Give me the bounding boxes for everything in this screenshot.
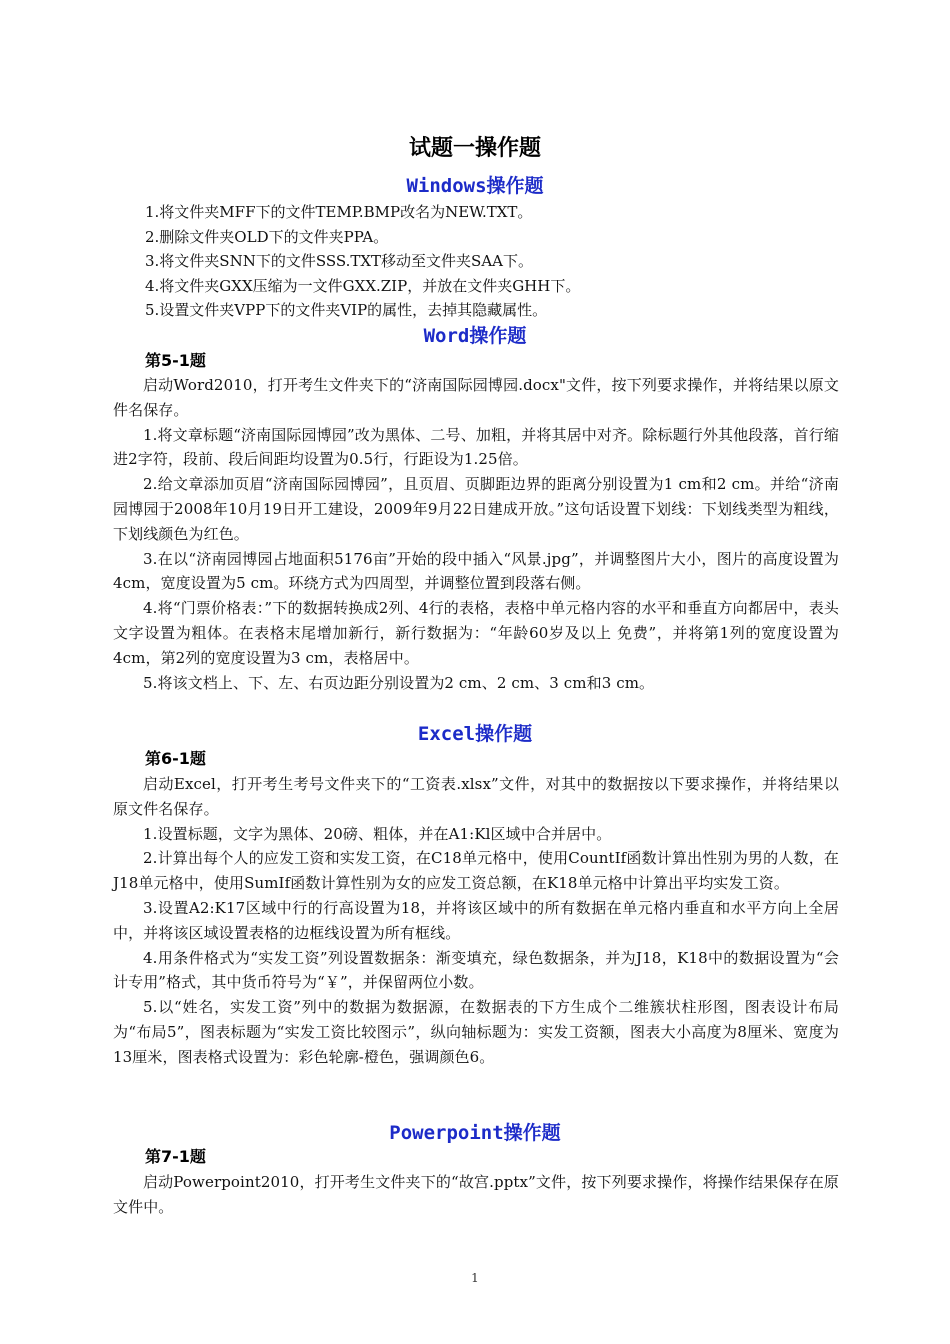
paragraph: 5.以“姓名，实发工资”列中的数据为数据源，在数据表的下方生成个二维簇状柱形图，图表设计布局为“布局5”，图表标题为“实发工资比较图示”，纵向轴标题为：实发工资额，图表大小高度为8厘米、宽度为13厘米，图表格式设置为：彩色轮廓-橙色，强调颜色6。 [113, 998, 839, 1066]
page-title: 试题一操作题 [408, 136, 541, 161]
paragraph: 4.将“门票价格表：”下的数据转换成2列、4行的表格，表格中单元格内容的水平和垂直方向都居中，表头文字设置为粗体。在表格末尾增加新行，新行数据为：“年龄60岁及以上 免费”，并将第1列的宽度设置为4cm，第2列的宽度设置为3 cm，表格居中。 [113, 599, 839, 667]
ppt-section-heading: Powerpoint操作题 [389, 1122, 561, 1144]
paragraph: 4.用条件格式为“实发工资”列设置数据条：渐变填充，绿色数据条，并为J18，K18中的数据设置为“会计专用”格式，其中货币符号为“￥”，并保留两位小数。 [113, 948, 839, 992]
paragraph: 3.在以“济南园博园占地面积5176亩”开始的段中插入“风景.jpg”，并调整图片大小，图片的高度设置为4cm，宽度设置为5 cm。环绕方式为四周型，并调整位置到段落右侧。 [113, 549, 839, 593]
list-item: 5.设置文件夹VPP下的文件夹VIP的属性，去掉其隐藏属性。 [145, 301, 548, 320]
word-section-heading: Word操作题 [423, 325, 527, 347]
paragraph: 1.将文章标题“济南国际园博园”改为黑体、二号、加粗，并将其居中对齐。除标题行外其他段落，首行缩进2字符，段前、段后间距均设置为0.5行，行距设为1.25倍。 [113, 425, 839, 469]
page-number: 1 [471, 1271, 479, 1285]
paragraph: 2.给文章添加页眉“济南国际园博园”，且页眉、页脚距边界的距离分别设置为1 cm和2 cm。并给“济南园博园于2008年10月19日开工建设，2009年9月22日建成开放。”这句话设置下划线：下划线类型为粗线，下划线颜色为红色。 [113, 475, 839, 543]
excel-question-number: 第6-1题 [145, 749, 206, 768]
paragraph: 5.将该文档上、下、左、右页边距分别设置为2 cm、2 cm、3 cm和3 cm。 [143, 673, 655, 692]
word-task-body [113, 373, 839, 695]
word-question-number: 第5-1题 [145, 351, 206, 370]
paragraph: 3.设置A2:K17区域中行的行高设置为18，并将该区域中的所有数据在单元格内垂直和水平方向上全居中，并将该区域设置表格的边框线设置为所有框线。 [113, 898, 839, 942]
paragraph: 启动Word2010，打开考生文件夹下的“济南国际园博园.docx"文件，按下列要求操作，并将结果以原文件名保存。 [113, 376, 839, 419]
excel-task-body [113, 772, 839, 1070]
paragraph: 启动Powerpoint2010，打开考生文件夹下的“故宫.pptx”文件，按下列要求操作，将操作结果保存在原文件中。 [113, 1173, 839, 1216]
paragraph: 2.计算出每个人的应发工资和实发工资，在C18单元格中，使用CountIf函数计算出性别为男的人数，在J18单元格中，使用SumIf函数计算性别为女的应发工资总额，在K18单元格中计算出平均实发工资。 [113, 849, 839, 893]
list-item: 4.将文件夹GXX压缩为一文件GXX.ZIP，并放在文件夹GHH下。 [145, 276, 581, 295]
paragraph: 1.设置标题，文字为黑体、20磅、粗体，并在A1:Kl区域中合并居中。 [143, 824, 612, 843]
ppt-question-number: 第7-1题 [145, 1147, 206, 1166]
paragraph: 启动Excel，打开考生考号文件夹下的“工资表.xlsx”文件，对其中的数据按以下要求操作，并将结果以原文件名保存。 [113, 775, 839, 818]
windows-section-heading: Windows操作题 [406, 175, 544, 197]
list-item: 1.将文件夹MFF下的文件TEMP.BMP改名为NEW.TXT。 [145, 203, 533, 221]
windows-task-list [145, 200, 845, 323]
list-item: 3.将文件夹SNN下的文件SSS.TXT移动至文件夹SAA下。 [145, 252, 534, 271]
ppt-task-body [113, 1170, 839, 1220]
list-item: 2.删除文件夹OLD下的文件夹PPA。 [145, 227, 389, 246]
excel-section-heading: Excel操作题 [417, 723, 533, 745]
